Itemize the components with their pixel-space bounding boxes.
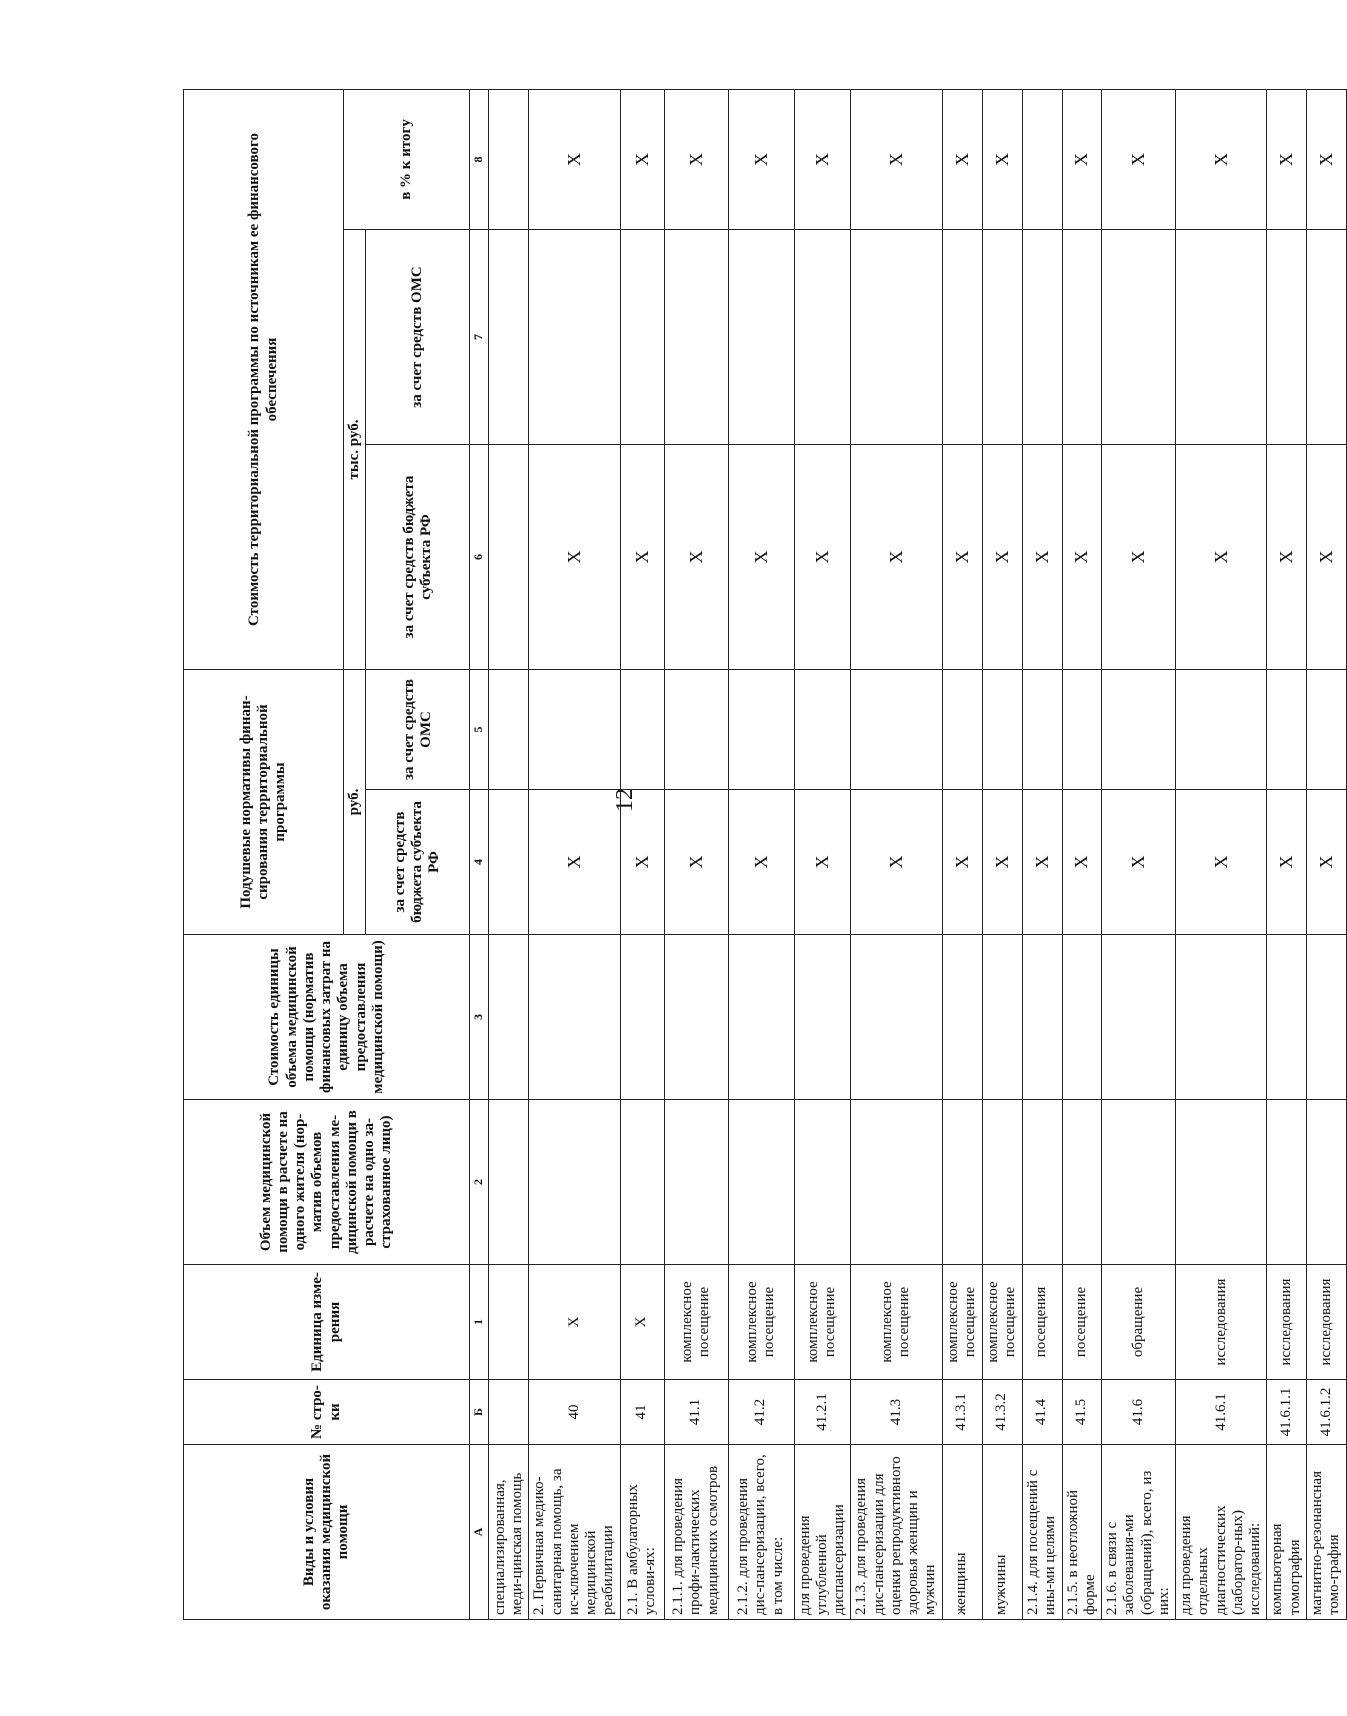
column-number: Б <box>470 1380 489 1445</box>
row-name-cell: 2.1.1. для проведения профи-лактических медицинских осмотров <box>664 1445 728 1620</box>
row-oms-cost-cell <box>942 230 982 445</box>
row-oms-cost-cell <box>1102 230 1176 445</box>
table-row <box>1102 89 1176 1619</box>
header-program-cost-group: Стоимость территориальной программы по источникам ее финансового обеспечения <box>184 89 344 669</box>
row-oms-per-capita-cell <box>529 670 620 790</box>
row-volume-cell <box>851 1100 942 1265</box>
row-budget-cost-cell: X <box>942 445 982 670</box>
row-name-cell: специализированная, меди-цинская помощь <box>489 1445 529 1620</box>
header-budget-cost: за счет средств бюджета субъекта РФ <box>366 445 470 670</box>
row-budget-per-capita-cell: X <box>529 790 620 935</box>
row-percent-cell: X <box>794 89 851 229</box>
row-number-cell: 41.3.1 <box>942 1380 982 1445</box>
row-unit-cell: X <box>620 1265 664 1380</box>
row-volume-cell <box>664 1100 728 1265</box>
row-budget-cost-cell: X <box>664 445 728 670</box>
header-unit-thousand-rub: тыс. руб. <box>344 230 366 670</box>
row-unit-cell <box>489 1265 529 1380</box>
row-percent-cell: X <box>1267 89 1307 229</box>
column-number: 3 <box>470 935 489 1100</box>
row-unit-cell: исследования <box>1306 1265 1346 1380</box>
row-unit-cost-cell <box>1102 935 1176 1100</box>
row-volume-cell <box>794 1100 851 1265</box>
row-oms-per-capita-cell <box>489 670 529 790</box>
row-oms-per-capita-cell <box>728 670 794 790</box>
row-unit-cost-cell <box>620 935 664 1100</box>
row-name-cell: магнитно-резонансная томо-графия <box>1306 1445 1346 1620</box>
row-budget-per-capita-cell: X <box>794 790 851 935</box>
header-kinds: Виды и условия оказания медицинской помощи <box>184 1445 470 1620</box>
header-row-number: № стро-ки <box>184 1380 470 1445</box>
row-percent-cell <box>1022 89 1062 229</box>
row-name-cell: компьютерная томография <box>1267 1445 1307 1620</box>
row-percent-cell: X <box>982 89 1022 229</box>
row-oms-per-capita-cell <box>620 670 664 790</box>
row-number-cell: 41.6.1.1 <box>1267 1380 1307 1445</box>
row-unit-cost-cell <box>851 935 942 1100</box>
row-oms-cost-cell <box>620 230 664 445</box>
row-volume-cell <box>942 1100 982 1265</box>
row-percent-cell: X <box>1102 89 1176 229</box>
row-oms-cost-cell <box>1306 230 1346 445</box>
table-row <box>851 89 942 1619</box>
row-number-cell <box>489 1380 529 1445</box>
row-number-cell: 41.3.2 <box>982 1380 1022 1445</box>
row-name-cell: для проведения углубленной диспансеризации <box>794 1445 851 1620</box>
row-percent-cell: X <box>1176 89 1267 229</box>
row-volume-cell <box>489 1100 529 1265</box>
row-oms-cost-cell <box>982 230 1022 445</box>
row-unit-cell: обращение <box>1102 1265 1176 1380</box>
row-volume-cell <box>529 1100 620 1265</box>
row-budget-cost-cell: X <box>1062 445 1102 670</box>
row-unit-cell: комплексное посещение <box>664 1265 728 1380</box>
row-volume-cell <box>1062 1100 1102 1265</box>
row-percent-cell: X <box>1306 89 1346 229</box>
row-number-cell: 40 <box>529 1380 620 1445</box>
row-number-cell: 41.2.1 <box>794 1380 851 1445</box>
row-budget-cost-cell: X <box>1176 445 1267 670</box>
row-oms-per-capita-cell <box>851 670 942 790</box>
row-unit-cell: исследования <box>1176 1265 1267 1380</box>
row-name-cell: женщины <box>942 1445 982 1620</box>
row-budget-per-capita-cell: X <box>1062 790 1102 935</box>
table-row <box>1062 89 1102 1619</box>
table-row <box>1022 89 1062 1619</box>
row-budget-per-capita-cell: X <box>1306 790 1346 935</box>
table-row <box>728 89 794 1619</box>
row-number-cell: 41.2 <box>728 1380 794 1445</box>
row-budget-cost-cell: X <box>1306 445 1346 670</box>
column-number: 7 <box>470 230 489 445</box>
row-volume-cell <box>1176 1100 1267 1265</box>
row-name-cell: для проведения отдельных диагностических (лаборатор-ных) исследований: <box>1176 1445 1267 1620</box>
row-budget-per-capita-cell <box>489 790 529 935</box>
row-budget-per-capita-cell: X <box>982 790 1022 935</box>
row-budget-per-capita-cell: X <box>620 790 664 935</box>
row-name-cell: 2.1.4. для посещений с ины-ми целями <box>1022 1445 1062 1620</box>
row-unit-cell: посещения <box>1022 1265 1062 1380</box>
row-unit-cost-cell <box>1306 935 1346 1100</box>
row-number-cell: 41 <box>620 1380 664 1445</box>
row-oms-per-capita-cell <box>982 670 1022 790</box>
row-budget-cost-cell: X <box>982 445 1022 670</box>
rotated-table-container <box>183 90 1343 1620</box>
row-budget-per-capita-cell: X <box>1267 790 1307 935</box>
row-budget-cost-cell <box>489 445 529 670</box>
column-number: 5 <box>470 670 489 790</box>
row-oms-cost-cell <box>1267 230 1307 445</box>
table-row <box>620 89 664 1619</box>
row-budget-cost-cell: X <box>851 445 942 670</box>
row-unit-cell: исследования <box>1267 1265 1307 1380</box>
row-volume-cell <box>620 1100 664 1265</box>
row-name-cell: 2.1.3. для проведения дис-пансеризации для оценки репродуктивного здоровья женщин и мужчин <box>851 1445 942 1620</box>
row-volume-cell <box>1267 1100 1307 1265</box>
row-unit-cost-cell <box>794 935 851 1100</box>
row-percent-cell: X <box>1062 89 1102 229</box>
row-budget-cost-cell: X <box>529 445 620 670</box>
row-budget-cost-cell: X <box>620 445 664 670</box>
table-body <box>489 89 1347 1619</box>
row-budget-cost-cell: X <box>1267 445 1307 670</box>
row-percent-cell: X <box>529 89 620 229</box>
table-row <box>982 89 1022 1619</box>
header-oms-cost: за счет средств ОМС <box>366 230 470 445</box>
column-number: 6 <box>470 445 489 670</box>
table-row <box>1176 89 1267 1619</box>
row-volume-cell <box>1102 1100 1176 1265</box>
row-oms-per-capita-cell <box>1267 670 1307 790</box>
row-unit-cell: комплексное посещение <box>982 1265 1022 1380</box>
row-number-cell: 41.6.1 <box>1176 1380 1267 1445</box>
row-oms-cost-cell <box>794 230 851 445</box>
column-number: А <box>470 1445 489 1620</box>
row-oms-per-capita-cell <box>1176 670 1267 790</box>
row-name-cell: 2.1.2. для проведения дис-пансеризации, всего, в том числе: <box>728 1445 794 1620</box>
row-unit-cell: комплексное посещение <box>794 1265 851 1380</box>
header-oms-per-capita: за счет средств ОМС <box>366 670 470 790</box>
row-budget-cost-cell: X <box>794 445 851 670</box>
header-unit-rub: руб. <box>344 670 366 935</box>
row-percent-cell: X <box>664 89 728 229</box>
row-budget-per-capita-cell: X <box>664 790 728 935</box>
row-volume-cell <box>1022 1100 1062 1265</box>
row-budget-cost-cell: X <box>728 445 794 670</box>
row-oms-cost-cell <box>529 230 620 445</box>
row-budget-per-capita-cell: X <box>1102 790 1176 935</box>
row-oms-per-capita-cell <box>1022 670 1062 790</box>
table-row <box>664 89 728 1619</box>
table-row <box>489 89 529 1619</box>
row-unit-cost-cell <box>728 935 794 1100</box>
column-number: 8 <box>470 89 489 229</box>
table-row <box>1306 89 1346 1619</box>
header-per-capita-group: Подушевые нормативы финан-сирования территориальной программы <box>184 670 344 935</box>
row-budget-cost-cell: X <box>1022 445 1062 670</box>
row-oms-per-capita-cell <box>794 670 851 790</box>
row-unit-cell: X <box>529 1265 620 1380</box>
row-oms-per-capita-cell <box>1306 670 1346 790</box>
table-row <box>529 89 620 1619</box>
row-name-cell: мужчины <box>982 1445 1022 1620</box>
row-oms-cost-cell <box>664 230 728 445</box>
row-budget-per-capita-cell: X <box>942 790 982 935</box>
row-unit-cost-cell <box>529 935 620 1100</box>
row-budget-per-capita-cell: X <box>851 790 942 935</box>
row-budget-per-capita-cell: X <box>1176 790 1267 935</box>
column-number: 2 <box>470 1100 489 1265</box>
row-number-cell: 41.5 <box>1062 1380 1102 1445</box>
header-unit: Единица изме-рения <box>184 1265 470 1380</box>
header-budget-per-capita: за счет средств бюджета субъекта РФ <box>366 790 470 935</box>
row-unit-cost-cell <box>1267 935 1307 1100</box>
row-oms-cost-cell <box>728 230 794 445</box>
row-budget-per-capita-cell: X <box>728 790 794 935</box>
row-oms-per-capita-cell <box>664 670 728 790</box>
row-number-cell: 41.6 <box>1102 1380 1176 1445</box>
row-unit-cost-cell <box>1062 935 1102 1100</box>
row-volume-cell <box>728 1100 794 1265</box>
row-oms-cost-cell <box>1176 230 1267 445</box>
row-percent-cell: X <box>942 89 982 229</box>
row-number-cell: 41.6.1.2 <box>1306 1380 1346 1445</box>
row-number-cell: 41.1 <box>664 1380 728 1445</box>
row-percent-cell: X <box>620 89 664 229</box>
row-percent-cell: X <box>728 89 794 229</box>
row-unit-cell: комплексное посещение <box>728 1265 794 1380</box>
row-name-cell: 2.1.6. в связи с заболевания-ми (обращений), всего, из них: <box>1102 1445 1176 1620</box>
row-name-cell: 2. Первичная медико-санитарная помощь, за ис-ключением медицинской реабилитации <box>529 1445 620 1620</box>
row-oms-per-capita-cell <box>1062 670 1102 790</box>
row-unit-cost-cell <box>1022 935 1062 1100</box>
column-number: 4 <box>470 790 489 935</box>
row-volume-cell <box>1306 1100 1346 1265</box>
row-percent-cell: X <box>851 89 942 229</box>
row-unit-cost-cell <box>489 935 529 1100</box>
financing-table <box>183 89 1347 1620</box>
row-unit-cell: комплексное посещение <box>942 1265 982 1380</box>
page-number: 12 <box>612 788 638 812</box>
row-volume-cell <box>982 1100 1022 1265</box>
row-unit-cost-cell <box>942 935 982 1100</box>
row-oms-per-capita-cell <box>942 670 982 790</box>
row-percent-cell <box>489 89 529 229</box>
row-unit-cost-cell <box>664 935 728 1100</box>
row-name-cell: 2.1. В амбулаторных услови-ях: <box>620 1445 664 1620</box>
header-unit-cost: Стоимость единицы объема медицинской помощи (норматив финансовых затрат на единицу объема предоставления медицинской помощи) <box>184 935 470 1100</box>
row-unit-cost-cell <box>1176 935 1267 1100</box>
row-name-cell: 2.1.5. в неотложной форме <box>1062 1445 1102 1620</box>
row-oms-cost-cell <box>1062 230 1102 445</box>
row-budget-per-capita-cell: X <box>1022 790 1062 935</box>
header-volume: Объем медицинской помощи в расчете на одного жителя (нор-матив объемов предоставления ме-дицинской помощи в расчете на одно за-страхованное лицо) <box>184 1100 470 1265</box>
row-oms-cost-cell <box>851 230 942 445</box>
row-unit-cell: посещение <box>1062 1265 1102 1380</box>
header-percent-total: в % к итогу <box>344 89 470 229</box>
table-row <box>1267 89 1307 1619</box>
row-oms-per-capita-cell <box>1102 670 1176 790</box>
row-oms-cost-cell <box>1022 230 1062 445</box>
column-number: 1 <box>470 1265 489 1380</box>
row-unit-cell: комплексное посещение <box>851 1265 942 1380</box>
row-number-cell: 41.4 <box>1022 1380 1062 1445</box>
table-row <box>942 89 982 1619</box>
row-unit-cost-cell <box>982 935 1022 1100</box>
row-budget-cost-cell: X <box>1102 445 1176 670</box>
table-row <box>794 89 851 1619</box>
row-oms-cost-cell <box>489 230 529 445</box>
row-number-cell: 41.3 <box>851 1380 942 1445</box>
